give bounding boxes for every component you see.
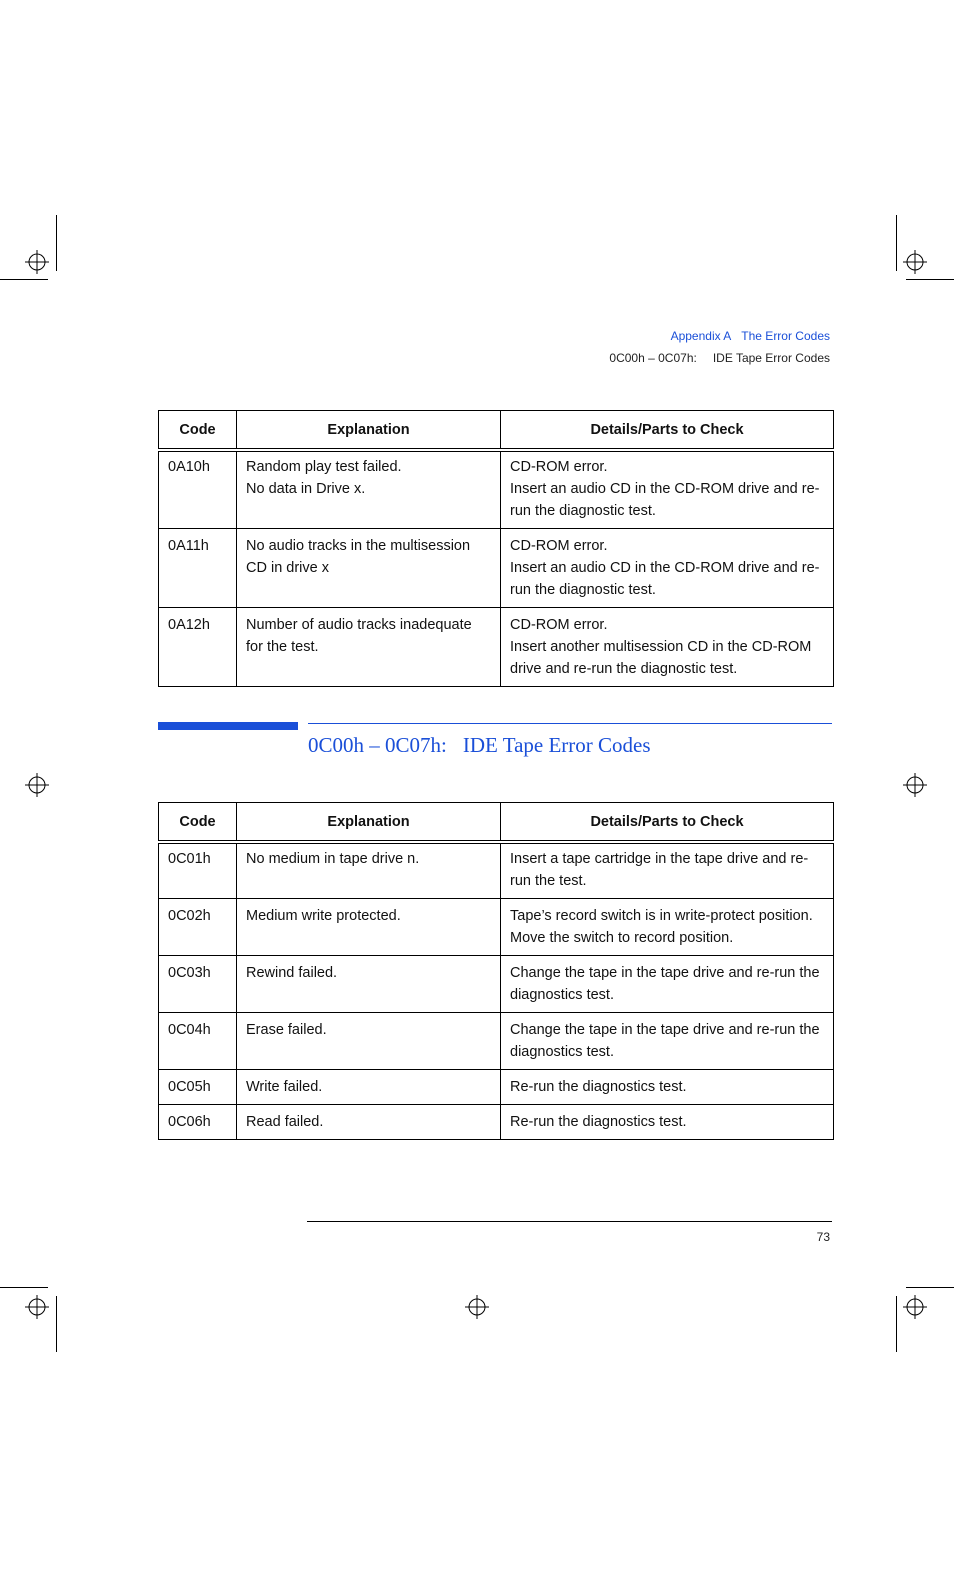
column-header-explanation: Explanation [237, 411, 501, 451]
registration-mark-icon [25, 1295, 49, 1319]
details-cell: Insert a tape cartridge in the tape drive and re-run the test. [501, 842, 834, 899]
table-row [159, 1013, 834, 1070]
crop-mark-line [0, 1287, 48, 1288]
error-code-table-cdrom [158, 410, 834, 687]
section-heading [308, 733, 651, 758]
table-header-row [159, 803, 834, 843]
section-accent-bar [158, 722, 298, 730]
column-header-details: Details/Parts to Check [501, 411, 834, 451]
section-range-label: 0C00h – 0C07h: [609, 351, 697, 365]
error-code-cell: 0A11h [159, 529, 237, 608]
explanation-cell: No medium in tape drive n. [237, 842, 501, 899]
registration-mark-icon [465, 1295, 489, 1319]
explanation-cell: Random play test failed. No data in Drive x. [237, 450, 501, 529]
crop-mark-line [896, 215, 897, 271]
running-header-section [609, 351, 830, 365]
registration-mark-icon [903, 773, 927, 797]
error-code-cell: 0C04h [159, 1013, 237, 1070]
table-row [159, 450, 834, 529]
crop-mark-line [56, 215, 57, 271]
details-cell: Tape’s record switch is in write-protect position. Move the switch to record position. [501, 899, 834, 956]
details-cell: CD-ROM error. Insert another multisession CD in the CD-ROM drive and re-run the diagnostic test. [501, 608, 834, 687]
error-code-cell: 0C01h [159, 842, 237, 899]
crop-mark-line [0, 279, 48, 280]
error-code-cell: 0A10h [159, 450, 237, 529]
explanation-cell: Erase failed. [237, 1013, 501, 1070]
details-cell: Re-run the diagnostics test. [501, 1070, 834, 1105]
column-header-code: Code [159, 803, 237, 843]
error-code-cell: 0C02h [159, 899, 237, 956]
column-header-explanation: Explanation [237, 803, 501, 843]
table-row [159, 529, 834, 608]
chapter-title: The Error Codes [741, 329, 830, 343]
explanation-cell: Write failed. [237, 1070, 501, 1105]
explanation-cell: Rewind failed. [237, 956, 501, 1013]
footer-rule [307, 1221, 832, 1222]
error-code-cell: 0C03h [159, 956, 237, 1013]
details-cell: CD-ROM error. Insert an audio CD in the CD-ROM drive and re-run the diagnostic test. [501, 450, 834, 529]
explanation-cell: Medium write protected. [237, 899, 501, 956]
section-rule [308, 723, 832, 724]
table-row [159, 956, 834, 1013]
details-cell: CD-ROM error. Insert an audio CD in the CD-ROM drive and re-run the diagnostic test. [501, 529, 834, 608]
column-header-code: Code [159, 411, 237, 451]
registration-mark-icon [25, 773, 49, 797]
table-row [159, 608, 834, 687]
table-row [159, 899, 834, 956]
explanation-cell: Read failed. [237, 1105, 501, 1140]
appendix-label: Appendix A [670, 329, 732, 343]
table-header-row [159, 411, 834, 451]
section-name-label: IDE Tape Error Codes [712, 351, 830, 365]
registration-mark-icon [903, 1295, 927, 1319]
explanation-cell: No audio tracks in the multisession CD in drive x [237, 529, 501, 608]
page-number: 73 [816, 1230, 830, 1244]
crop-mark-line [906, 279, 954, 280]
column-header-details: Details/Parts to Check [501, 803, 834, 843]
details-cell: Change the tape in the tape drive and re-run the diagnostics test. [501, 956, 834, 1013]
crop-mark-line [56, 1296, 57, 1352]
crop-mark-line [906, 1287, 954, 1288]
table-row [159, 1070, 834, 1105]
details-cell: Change the tape in the tape drive and re-run the diagnostics test. [501, 1013, 834, 1070]
registration-mark-icon [903, 250, 927, 274]
crop-mark-line [896, 1296, 897, 1352]
table-row [159, 842, 834, 899]
section-heading-range: 0C00h – 0C07h: [308, 733, 447, 757]
error-code-cell: 0C06h [159, 1105, 237, 1140]
section-heading-title: IDE Tape Error Codes [462, 733, 651, 757]
table-row [159, 1105, 834, 1140]
details-cell: Re-run the diagnostics test. [501, 1105, 834, 1140]
registration-mark-icon [25, 250, 49, 274]
error-code-cell: 0C05h [159, 1070, 237, 1105]
explanation-cell: Number of audio tracks inadequate for the test. [237, 608, 501, 687]
error-code-table-tape [158, 802, 834, 1140]
error-code-cell: 0A12h [159, 608, 237, 687]
running-header-chapter [671, 329, 830, 343]
